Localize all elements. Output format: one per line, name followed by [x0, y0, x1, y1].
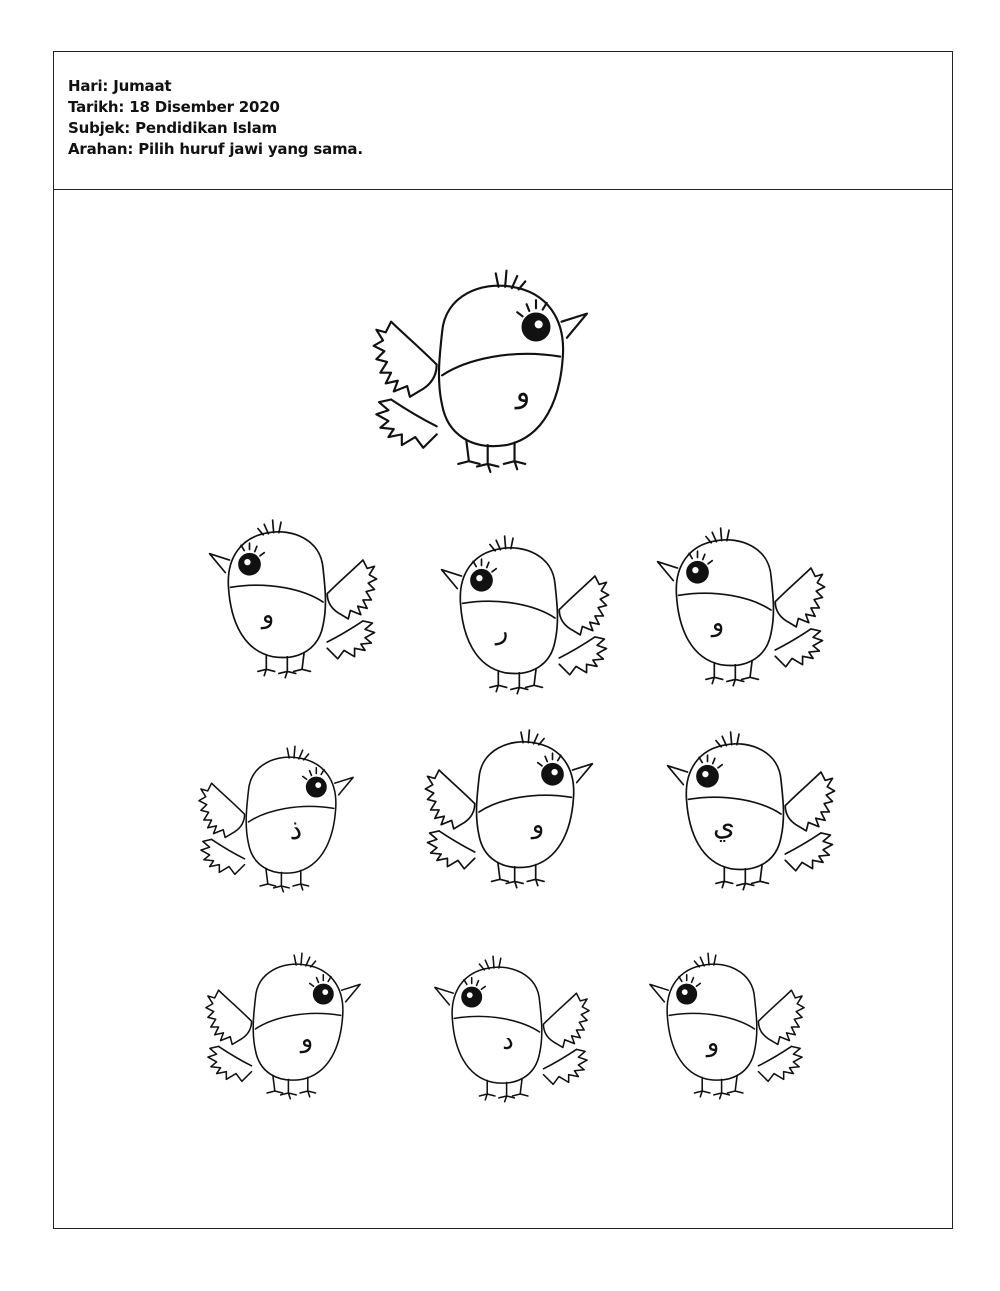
- option-chick-6[interactable]: [658, 730, 840, 896]
- header-info: [68, 76, 363, 160]
- option-letter-4: ذ: [289, 813, 303, 846]
- option-letter-9: و: [706, 1028, 720, 1058]
- option-chick-2[interactable]: [432, 534, 614, 700]
- option-letter-7: و: [300, 1024, 314, 1054]
- chick-drawing: [420, 728, 602, 894]
- option-letter-3: و: [711, 608, 725, 638]
- chick-drawing: [368, 268, 598, 480]
- hari-text: Hari: Jumaat: [68, 77, 172, 95]
- option-chick-1[interactable]: [200, 518, 382, 684]
- option-chick-4[interactable]: [198, 740, 358, 902]
- option-chick-7[interactable]: [205, 946, 365, 1110]
- option-letter-2: ر: [495, 616, 509, 646]
- option-letter-8: د: [502, 1026, 514, 1056]
- option-chick-3[interactable]: [648, 526, 830, 692]
- chick-drawing: [432, 534, 614, 700]
- option-letter-5: و: [531, 810, 545, 840]
- subjek-text: Subjek: Pendidikan Islam: [68, 119, 277, 137]
- option-chick-5[interactable]: [420, 728, 602, 894]
- chick-drawing: [645, 946, 805, 1110]
- option-letter-6: ي: [713, 809, 735, 842]
- target-letter: و: [515, 375, 531, 410]
- option-letter-1: و: [261, 600, 275, 630]
- chick-drawing: [648, 526, 830, 692]
- option-chick-9[interactable]: [645, 946, 805, 1110]
- option-chick-8[interactable]: [430, 950, 590, 1112]
- target-chick: [368, 268, 598, 480]
- arahan-text: Arahan: Pilih huruf jawi yang sama.: [68, 140, 363, 158]
- header-box: [54, 52, 952, 190]
- chick-drawing: [205, 946, 365, 1110]
- tarikh-text: Tarikh: 18 Disember 2020: [68, 98, 280, 116]
- chick-drawing: [658, 730, 840, 896]
- chick-drawing: [200, 518, 382, 684]
